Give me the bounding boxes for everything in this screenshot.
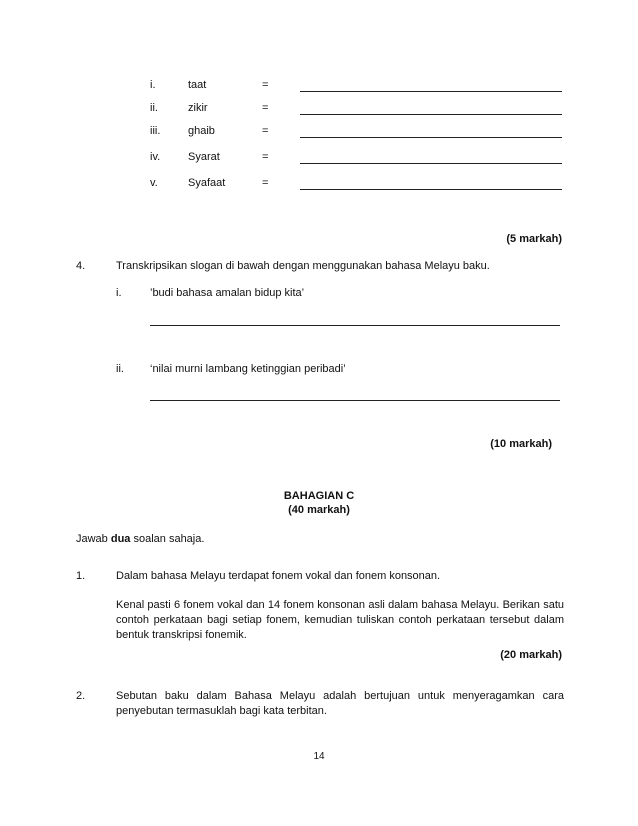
item-word: Syafaat [188, 177, 226, 189]
equals-sign: = [262, 125, 269, 137]
section-title: BAHAGIAN C [283, 490, 355, 502]
question-number: 2. [76, 690, 86, 702]
page-number: 14 [313, 751, 325, 762]
item-number: v. [150, 177, 158, 189]
item-word: ghaib [188, 125, 215, 137]
question-text: Transkripsikan slogan di bawah dengan menggunakan bahasa Melayu baku. [116, 260, 490, 272]
answer-line[interactable] [300, 189, 562, 190]
equals-sign: = [262, 102, 269, 114]
item-word: Syarat [188, 151, 220, 163]
sub-item-number: i. [116, 287, 122, 299]
marks-label: (5 markah) [506, 233, 562, 245]
question-text: Dalam bahasa Melayu terdapat fonem vokal dan fonem konsonan. [116, 570, 441, 582]
question-number: 4. [76, 260, 86, 272]
item-number: iii. [150, 125, 161, 137]
sub-item-text: ’budi bahasa amalan bidup kita’ [150, 287, 305, 299]
answer-line[interactable] [300, 137, 562, 138]
equals-sign: = [262, 151, 269, 163]
answer-line[interactable] [300, 163, 562, 164]
sub-item-number: ii. [116, 363, 124, 375]
item-word: taat [188, 79, 207, 91]
item-number: iv. [150, 151, 161, 163]
item-word: zikir [188, 102, 208, 114]
instruction-post: soalan sahaja. [130, 533, 205, 545]
instruction [76, 533, 204, 545]
marks-label: (20 markah) [500, 649, 562, 661]
marks-label: (10 markah) [490, 438, 552, 450]
item-number: i. [150, 79, 156, 91]
instruction-pre: Jawab [76, 533, 111, 545]
equals-sign: = [262, 177, 269, 189]
answer-line[interactable] [150, 400, 560, 401]
answer-line[interactable] [150, 325, 560, 326]
question-number: 1. [76, 570, 86, 582]
instruction-emphasis: dua [110, 533, 131, 545]
section-marks: (40 markah) [288, 504, 350, 516]
equals-sign: = [262, 79, 269, 91]
question-paragraph: Kenal pasti 6 fonem vokal dan 14 fonem konsonan asli dalam bahasa Melayu. Berikan satu contoh perkataan bagi setiap fonem, kemudian tuliskan contoh perkataan tersebut dalam bentuk transkripsi fonemik. [116, 599, 564, 641]
item-number: ii. [150, 102, 158, 114]
answer-line[interactable] [300, 114, 562, 115]
sub-item-text: ‘nilai murni lambang ketinggian peribadi’ [150, 363, 346, 375]
answer-line[interactable] [300, 91, 562, 92]
question-paragraph: Sebutan baku dalam Bahasa Melayu adalah bertujuan untuk menyeragamkan cara penyebutan termasuklah bagi kata terbitan. [116, 690, 564, 717]
